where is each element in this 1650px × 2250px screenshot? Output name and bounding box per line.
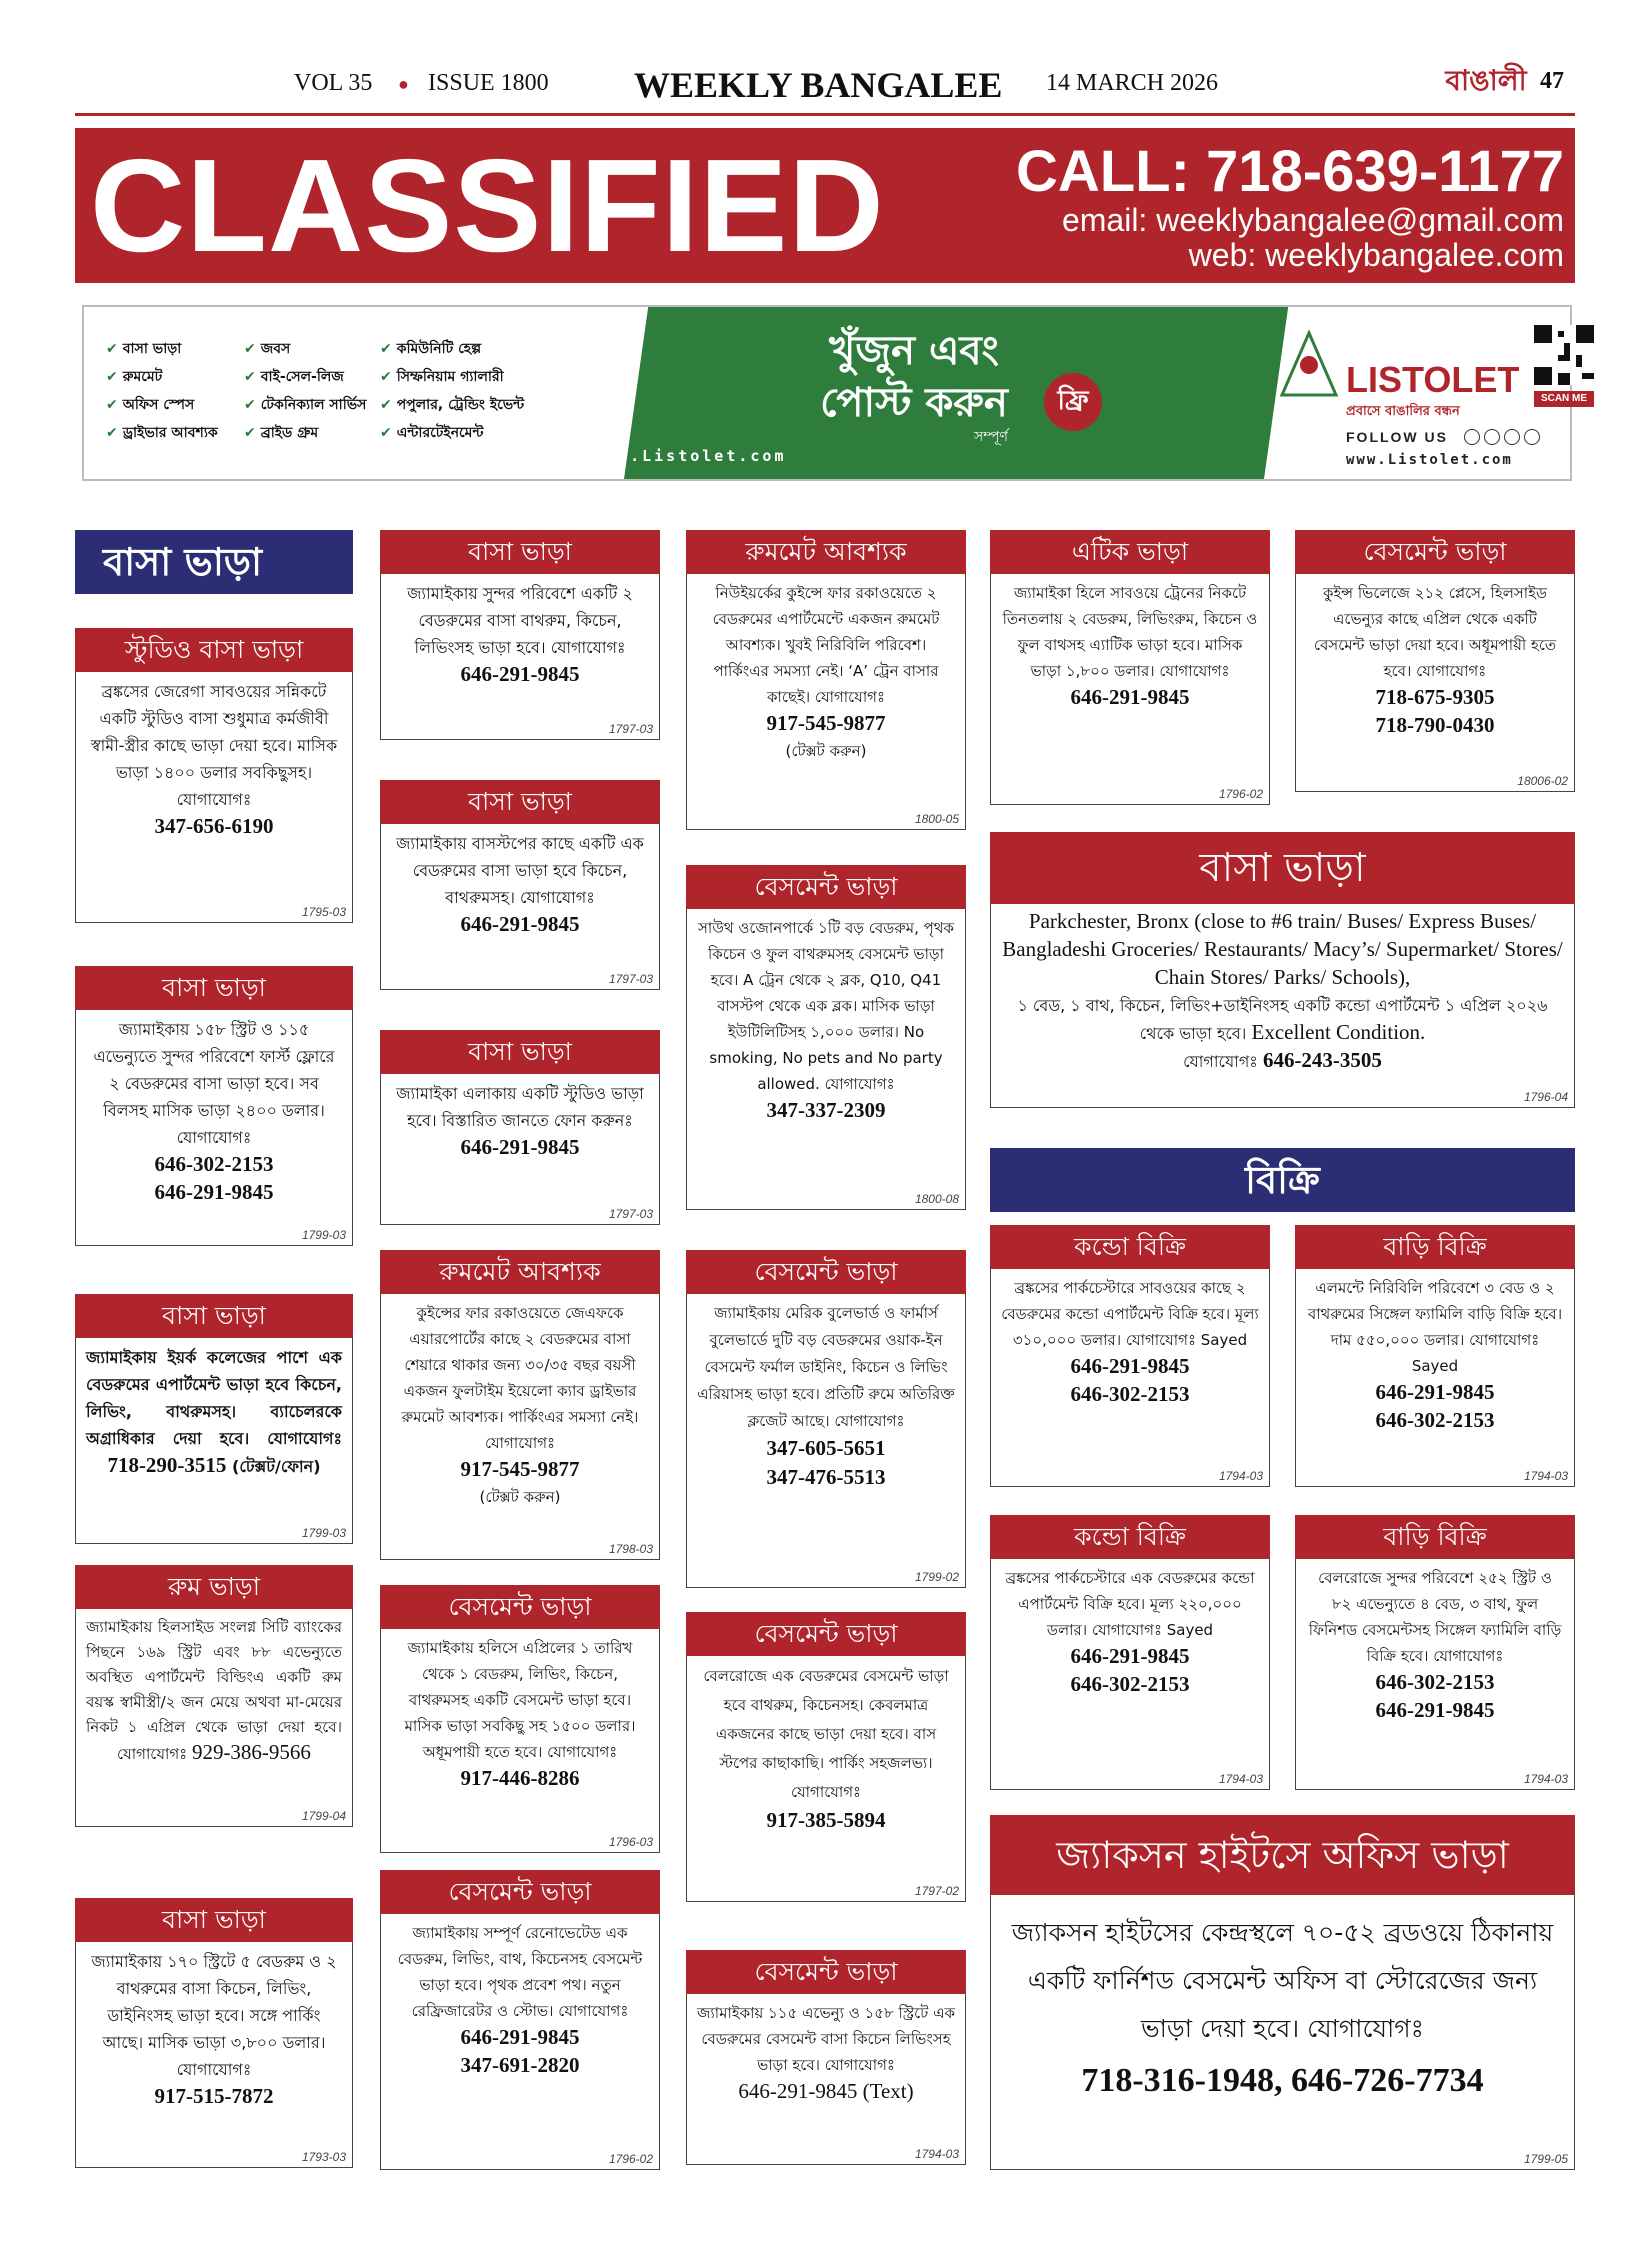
check-icon: ✔ (380, 397, 392, 413)
ad-code: 1796-03 (608, 1835, 653, 1849)
ad-body-english: Excellent Condition. (1251, 1020, 1426, 1044)
ad-body: বেলরোজে এক বেডরুমের বেসমেন্ট ভাড়া হবে বাথরুম, কিচেনসহ। কেবলমাত্র একজনের কাছে ভাড়া দেয়া হবে। বাস স্টপের কাছাকাছি। পার্কিং সহজলভ্য। যোগাযোগঃ (703, 1667, 949, 1801)
ad-phone: 646-291-9845 (1070, 1354, 1190, 1378)
check-icon: ✔ (380, 425, 392, 441)
ad-phone: 917-545-9877 (460, 1457, 580, 1481)
ad-code: 1798-03 (608, 1542, 653, 1556)
ad-body: জ্যামাইকায় সুন্দর পরিবেশে একটি ২ বেডরুমের বাসা বাথরুম, কিচেন, লিভিংসহ ভাড়া হবে। যোগাযোগঃ (407, 584, 633, 657)
ad-slogan: খুঁজুন এবং পোস্ট করুন (820, 328, 1008, 426)
ad-phone: 646-291-9845 (1375, 1380, 1495, 1404)
ad-code: 1794-03 (1218, 1772, 1263, 1786)
section-header-sale: বিক্রি (990, 1148, 1575, 1212)
ad-phone: 646-291-9845 (1375, 1698, 1495, 1722)
ad-title: এটিক ভাড়া (990, 530, 1270, 574)
classified-ad[interactable] (990, 530, 1270, 805)
classified-ad[interactable] (990, 1515, 1270, 1790)
page-number: 47 (1540, 68, 1564, 94)
classified-ad[interactable] (686, 1250, 966, 1588)
ad-phone: 646-302-2153 (1070, 1672, 1190, 1696)
ad-body: বেলরোজে সুন্দর পরিবেশে ২৫২ স্ট্রিট ও ৮২ এভেন্যুতে ৪ বেড, ৩ বাথ, ফুল ফিনিশড বেসমেন্টসহ সিঙ্গেল ফ্যামিলি বাড়ি বিক্রি হবে। যোগাযোগঃ (1308, 1569, 1562, 1665)
classified-ad[interactable] (686, 530, 966, 830)
ad-code: 1797-03 (608, 972, 653, 986)
ad-title: বাসা ভাড়া (380, 780, 660, 824)
ad-body: জ্যামাইকায় ১৭০ স্ট্রিটে ৫ বেডরুম ও ২ বাথরুমের বাসা কিচেন, লিভিং, ডাইনিংসহ ভাড়া হবে। সঙ্গে পার্কিং আছে। মাসিক ভাড়া ৩,৮০০ ডলার। যোগাযোগঃ (91, 1952, 337, 2079)
ad-code: 1799-03 (301, 1228, 346, 1242)
date-label: 14 MARCH 2026 (1046, 70, 1219, 96)
ad-code: 1796-02 (608, 2152, 653, 2166)
ad-category-list-1: ✔ বাসা ভাড়া ✔ রুমমেট ✔ অফিস স্পেস ✔ ড্রাইভার আবশ্যক (106, 341, 218, 441)
ad-title: কন্ডো বিক্রি (990, 1515, 1270, 1559)
ad-body: ব্রঙ্কসের পার্কচেস্টারে সাবওয়ের কাছে ২ বেডরুমের কন্ডো এপার্টমেন্ট বিক্রি হবে। মূল্য ৩১০,০০০ ডলার। যোগাযোগঃ Sayed (1001, 1279, 1259, 1349)
ad-body: কুইন্স ভিলেজে ২১২ প্লেসে, হিলসাইড এভেন্যুর কাছে এপ্রিল থেকে একটি বেসমেন্ট ভাড়া দেয়া হবে। অধূমপায়ী হতে হবে। যোগাযোগঃ (1313, 584, 1557, 680)
ad-code: 1794-03 (1523, 1469, 1568, 1483)
ad-free-badge: ফ্রি (1044, 373, 1102, 431)
ad-title: বাসা ভাড়া (380, 1030, 660, 1074)
ad-body: জ্যামাইকা এলাকায় একটি স্টুডিও ভাড়া হবে। বিস্তারিত জানতে ফোন করুনঃ (396, 1084, 644, 1130)
check-icon: ✔ (244, 341, 256, 357)
check-icon: ✔ (106, 341, 118, 357)
bullet-icon: ● (398, 74, 409, 94)
ad-phone: 646-302-2153 (1375, 1670, 1495, 1694)
ad-phone: 646-291-9845 (154, 1180, 274, 1204)
classified-ad[interactable] (75, 628, 353, 923)
classified-ad[interactable] (686, 865, 966, 1210)
ad-code: 1797-03 (608, 1207, 653, 1221)
ad-code: 1797-03 (608, 722, 653, 736)
ad-phone: 646-243-3505 (1262, 1048, 1382, 1072)
ad-note: (টেক্সট করুন) (479, 1488, 561, 1506)
ad-body: জ্যামাইকায় হিলসাইড সংলগ্ন সিটি ব্যাংকের পিছনে ১৬৯ স্ট্রিট এবং ৮৮ এভেন্যুতে অবস্থিত এপার্টমেন্ট বিল্ডিংএ একটি রুম বয়স্ক স্বামীস্ত্রী/২ জন মেয়ে অথবা মা-মেয়ের নিকট ১ এপ্রিল থেকে ভাড়া দেয়া হবে। যোগাযোগঃ (86, 1618, 342, 1763)
banner-phone: CALL: 718-639-1177 (1015, 139, 1564, 204)
listolet-ad[interactable] (82, 305, 1588, 481)
classified-ad[interactable] (686, 1612, 966, 1902)
ad-body: জ্যামাইকায় মেরিক বুলেভার্ড ও ফার্মার্স বুলেভার্ডে দুটি বড় বেডরুমের ওয়াক-ইন বেসমেন্ট ফর্মাল ডাইনিং, কিচেন ও লিভিং এরিয়াসহ ভাড়া হবে। প্রতিটি রুমে অতিরিক্ত ক্লজেট আছে। যোগাযোগঃ (697, 1304, 955, 1430)
ad-title: বাসা ভাড়া (380, 530, 660, 574)
classified-ad[interactable] (75, 1898, 353, 2168)
check-icon: ✔ (380, 369, 392, 385)
check-icon: ✔ (244, 397, 256, 413)
ad-slogan-sub: সম্পূর্ণ (974, 429, 1008, 445)
ad-body: ব্রঙ্কসের পার্কচেস্টারে এক বেডরুমের কন্ডো এপার্টমেন্ট বিক্রি হবে। মূল্য ২২০,০০০ ডলার। যোগাযোগঃ Sayed (1005, 1569, 1255, 1639)
ad-phone: 646-291-9845 (460, 912, 580, 936)
ad-note: (টেক্সট/ফোন) (232, 1457, 321, 1476)
ad-phone: 646-302-2153 (1375, 1408, 1495, 1432)
classified-ad[interactable] (1295, 1225, 1575, 1487)
classified-ad[interactable] (75, 966, 353, 1246)
ad-body: জ্যামাইকায় ১১৫ এভেন্যু ও ১৫৮ স্ট্রিটে এক বেডরুমের বেসমেন্ট বাসা কিচেন লিভিংসহ ভাড়া হবে। যোগাযোগঃ (697, 2004, 956, 2074)
ad-title: জ্যাকসন হাইটসে অফিস ভাড়া (990, 1815, 1575, 1895)
ad-title: বেসমেন্ট ভাড়া (686, 1612, 966, 1656)
ad-title: বেসমেন্ট ভাড়া (686, 1950, 966, 1994)
ad-title: বাসা ভাড়া (75, 1898, 353, 1942)
ad-code: 18006-02 (1517, 774, 1568, 788)
ad-title: বাসা ভাড়া (75, 1294, 353, 1338)
facebook-icon[interactable] (1464, 429, 1480, 445)
ad-title: বেসমেন্ট ভাড়া (1295, 530, 1575, 574)
ad-title: বেসমেন্ট ভাড়া (686, 1250, 966, 1294)
listolet-logo-icon (1274, 325, 1344, 405)
classified-ad[interactable] (75, 1294, 353, 1544)
ad-title: স্টুডিও বাসা ভাড়া (75, 628, 353, 672)
classified-ad[interactable] (1295, 530, 1575, 792)
ad-body: জ্যামাইকায় সম্পূর্ণ রেনোভেটেড এক বেডরুম, লিভিং, বাথ, কিচেনসহ বেসমেন্ট ভাড়া হবে। পৃথক প্রবেশ পথ। নতুন রেফ্রিজারেটর ও স্টোভ। যোগাযোগঃ (397, 1924, 643, 2020)
ad-phone: 929-386-9566 (191, 1740, 311, 1764)
ad-body: ব্রঙ্কসের জেরেগা সাবওয়ের সন্নিকটে একটি স্টুডিও বাসা শুধুমাত্র কর্মজীবী স্বামী-স্ত্রীর কাছে ভাড়া দেয়া হবে। মাসিক ভাড়া ১৪০০ ডলার সবকিছুসহ। যোগাযোগঃ (90, 682, 338, 809)
ad-phone: 646-302-2153 (1070, 1382, 1190, 1406)
ad-phone: 646-291-9845 (460, 2025, 580, 2049)
classified-ad[interactable] (75, 1565, 353, 1827)
classified-ad[interactable] (380, 1585, 660, 1853)
ad-phone: 917-446-8286 (460, 1766, 580, 1790)
ad-phone: 347-691-2820 (460, 2053, 580, 2077)
ad-phone: 646-291-9845 (1070, 685, 1190, 709)
ad-code: 1794-03 (1218, 1469, 1263, 1483)
ad-phone: 917-545-9877 (766, 711, 886, 735)
ad-phone: 917-385-5894 (766, 1808, 886, 1832)
ad-phone: 718-675-9305 (1375, 685, 1495, 709)
ad-phone: 646-291-9845 (1070, 1644, 1190, 1668)
classified-ad[interactable] (990, 1815, 1575, 2170)
ad-body: ১ বেড, ১ বাথ, কিচেন, লিভিং+ডাইনিংসহ একটি কন্ডো এপার্টমেন্ট ১ এপ্রিল ২০২৬ থেকে ভাড়া হবে। (1017, 996, 1548, 1043)
ad-code: 1797-02 (914, 1884, 959, 1898)
ad-phone: 718-316-1948, 646-726-7734 (1081, 2062, 1484, 2099)
ad-code: 1799-02 (914, 1570, 959, 1584)
youtube-icon[interactable] (1524, 429, 1540, 445)
classified-ad[interactable] (380, 1870, 660, 2170)
ad-website-2[interactable]: www.Listolet.com (1346, 452, 1513, 468)
banner-title: CLASSIFIED (90, 132, 885, 279)
ad-code: 1799-03 (301, 1526, 346, 1540)
ad-body: নিউইয়র্কের কুইন্সে ফার রকাওয়েতে ২ বেডরুমের এপার্টমেন্টে একজন রুমমেট আবশ্যক। খুবই নিরিবিলি পরিবেশ। পার্কিংএর সমস্যা নেই। ‘A’ ট্রেন বাসার কাছেই। যোগাযোগঃ (712, 584, 940, 706)
ad-title: বাসা ভাড়া (990, 832, 1575, 904)
classified-ad[interactable] (380, 780, 660, 990)
classified-ad[interactable] (1295, 1515, 1575, 1790)
ad-phone: 646-291-9845 (460, 662, 580, 686)
ad-phone: 646-291-9845 (Text) (738, 2079, 914, 2103)
ad-code: 1793-03 (301, 2150, 346, 2164)
ad-title: বাসা ভাড়া (75, 966, 353, 1010)
classified-ad[interactable] (990, 1225, 1270, 1487)
ad-body: জ্যামাইকায় হলিসে এপ্রিলের ১ তারিখ থেকে ১ বেডরুম, লিভিং, কিচেন, বাথরুমসহ একটি বেসমেন্ট ভাড়া হবে। মাসিক ভাড়া সবকিছু সহ ১৫০০ ডলার। অধূমপায়ী হতে হবে। যোগাযোগঃ (404, 1639, 636, 1761)
ad-phone: 646-302-2153 (154, 1152, 274, 1176)
ad-phone: 718-290-3515 (107, 1453, 227, 1477)
masthead-rule (75, 113, 1575, 116)
check-icon: ✔ (244, 425, 256, 441)
qr-code-icon[interactable] (1534, 325, 1594, 385)
ad-category-list-3: ✔ কমিউনিটি হেল্প ✔ সিম্ফনিয়াম গ্যালারী ✔ পপুলার, ট্রেন্ডিং ইভেন্ট ✔ এন্টারটেইনমেন্ট (380, 341, 525, 441)
ad-title: বেসমেন্ট ভাড়া (380, 1585, 660, 1629)
twitter-icon[interactable] (1484, 429, 1500, 445)
ad-title: রুম ভাড়া (75, 1565, 353, 1609)
ad-body: কুইন্সের ফার রকাওয়েতে জেএফকে এয়ারপোর্টের কাছে ২ বেডরুমের বাসা শেয়ারে থাকার জন্য ৩০/৩৫ বছর বয়সী একজন ফুলটাইম ইয়েলো ক্যাব ড্রাইভার রুমমেট আবশ্যক। পার্কিংএর সমস্যা নেই। যোগাযোগঃ (401, 1304, 639, 1452)
ad-body: জ্যামাইকায় ইয়র্ক কলেজের পাশে এক বেডরুমের এপার্টমেন্ট ভাড়া হবে কিচেন, লিভিং, বাথরুমসহ। ব্যাচেলরকে অগ্রাধিকার দেয়া হবে। যোগাযোগঃ (86, 1348, 342, 1448)
ad-title: কন্ডো বিক্রি (990, 1225, 1270, 1269)
ad-body: এলমন্টে নিরিবিলি পরিবেশে ৩ বেড ও ২ বাথরুমের সিঙ্গেল ফ্যামিলি বাড়ি বিক্রি হবে। দাম ৫৫০,০০০ ডলার। যোগাযোগঃ Sayed (1307, 1279, 1563, 1375)
section-header-rent: বাসা ভাড়া (75, 530, 353, 594)
ad-phone: 347-605-5651 (766, 1436, 886, 1460)
ad-body: জ্যামাইকায় বাসস্টপের কাছে একটি এক বেডরুমের বাসা ভাড়া হবে কিচেন, বাথরুমসহ। যোগাযোগঃ (396, 834, 644, 907)
classified-ad[interactable] (990, 832, 1575, 1108)
ad-website[interactable]: www.Listolet.com (594, 447, 787, 465)
ad-body: সাউথ ওজোনপার্কে ১টি বড় বেডরুম, পৃথক কিচেন ও ফুল বাথরুমসহ বেসমেন্ট ভাড়া হবে। A ট্রেন থেকে ২ ব্লক, Q10, Q41 বাসস্টপ থেকে এক ব্লক। মাসিক ভাড়া ইউটিলিটিসহ ১,০০০ ডলার। No smoking, No pets and No party allowed. যোগাযোগঃ (697, 919, 955, 1093)
banner-web[interactable]: web: weeklybangalee.com (1188, 237, 1564, 273)
ad-code: 1799-05 (1523, 2152, 1568, 2166)
classified-ad[interactable] (380, 1030, 660, 1225)
ad-note: (টেক্সট করুন) (785, 742, 867, 760)
ad-brand: LISTOLET (1346, 359, 1520, 400)
check-icon: ✔ (106, 425, 118, 441)
check-icon: ✔ (106, 397, 118, 413)
ad-phone: 347-476-5513 (766, 1465, 886, 1489)
ad-code: 1796-02 (1218, 787, 1263, 801)
ad-title: রুমমেট আবশ্যক (686, 530, 966, 574)
social-icons (1464, 429, 1540, 445)
ad-code: 1794-03 (914, 2147, 959, 2161)
ad-contact-label: যোগাযোগঃ (1183, 1052, 1258, 1071)
scan-me-label: SCAN ME (1534, 391, 1594, 407)
classified-ad[interactable] (380, 1250, 660, 1560)
ad-phone: 347-337-2309 (766, 1098, 886, 1122)
classified-ad[interactable] (380, 530, 660, 740)
ad-title: বেসমেন্ট ভাড়া (380, 1870, 660, 1914)
ad-body: জ্যামাইকায় ১৫৮ স্ট্রিট ও ১১৫ এভেন্যুতে সুন্দর পরিবেশে ফার্স্ট ফ্লোরে ২ বেডরুমের বাসা ভাড়া হবে। সব বিলসহ মাসিক ভাড়া ২৪০০ ডলার। যোগাযোগঃ (93, 1020, 335, 1147)
check-icon: ✔ (244, 369, 256, 385)
check-icon: ✔ (106, 369, 118, 385)
ad-title: বেসমেন্ট ভাড়া (686, 865, 966, 909)
ad-title: রুমমেট আবশ্যক (380, 1250, 660, 1294)
newspaper-title: WEEKLY BANGALEE (634, 65, 1003, 105)
ad-body: জ্যাকসন হাইটসের কেন্দ্রস্থলে ৭০-৫২ ব্রডওয়ে ঠিকানায় একটি ফার্নিশড বেসমেন্ট অফিস বা স্টোরেজের জন্য ভাড়া দেয়া হবে। যোগাযোগঃ (1011, 1918, 1554, 2043)
instagram-icon[interactable] (1504, 429, 1520, 445)
ad-code: 1795-03 (301, 905, 346, 919)
ad-category-list-2: ✔ জবস ✔ বাই-সেল-লিজ ✔ টেকনিক্যাল সার্ভিস ✔ ব্রাইড গ্রুম (244, 341, 367, 441)
ad-code: 1796-04 (1523, 1090, 1568, 1104)
ad-brand-tagline: প্রবাসে বাঙালির বন্ধন (1346, 404, 1460, 419)
ad-code: 1800-08 (914, 1192, 959, 1206)
ad-phone: 347-656-6190 (154, 814, 274, 838)
ad-phone: 917-515-7872 (154, 2084, 274, 2108)
ad-title: বাড়ি বিক্রি (1295, 1225, 1575, 1269)
follow-us-label: FOLLOW US (1346, 429, 1448, 445)
ad-code: 1794-03 (1523, 1772, 1568, 1786)
ad-code: 1799-04 (301, 1809, 346, 1823)
issue-label: ISSUE 1800 (428, 70, 549, 96)
ad-phone: 718-790-0430 (1375, 713, 1495, 737)
volume-label: VOL 35 (294, 70, 373, 96)
banner-email[interactable]: email: weeklybangalee@gmail.com (1061, 202, 1564, 238)
ad-code: 1800-05 (914, 812, 959, 826)
ad-body: জ্যামাইকা হিলে সাবওয়ে ট্রেনের নিকটে তিনতলায় ২ বেডরুম, লিভিংরুম, কিচেন ও ফুল বাথসহ এ্যাটিক ভাড়া হবে। মাসিক ভাড়া ১,৮০০ ডলার। যোগাযোগঃ (1002, 584, 1258, 680)
ad-body-english: Parkchester, Bronx (close to #6 train/ Buses/ Express Buses/ Bangladeshi Groceries/ Restaurants/ Macy’s/ Supermarket/ Stores/ Chain Stores/ Parks/ Schools), (1002, 909, 1563, 989)
check-icon: ✔ (380, 341, 392, 357)
classified-ad[interactable] (686, 1950, 966, 2165)
bangalee-logo: বাঙালী (1445, 63, 1527, 97)
ad-phone: 646-291-9845 (460, 1135, 580, 1159)
ad-title: বাড়ি বিক্রি (1295, 1515, 1575, 1559)
